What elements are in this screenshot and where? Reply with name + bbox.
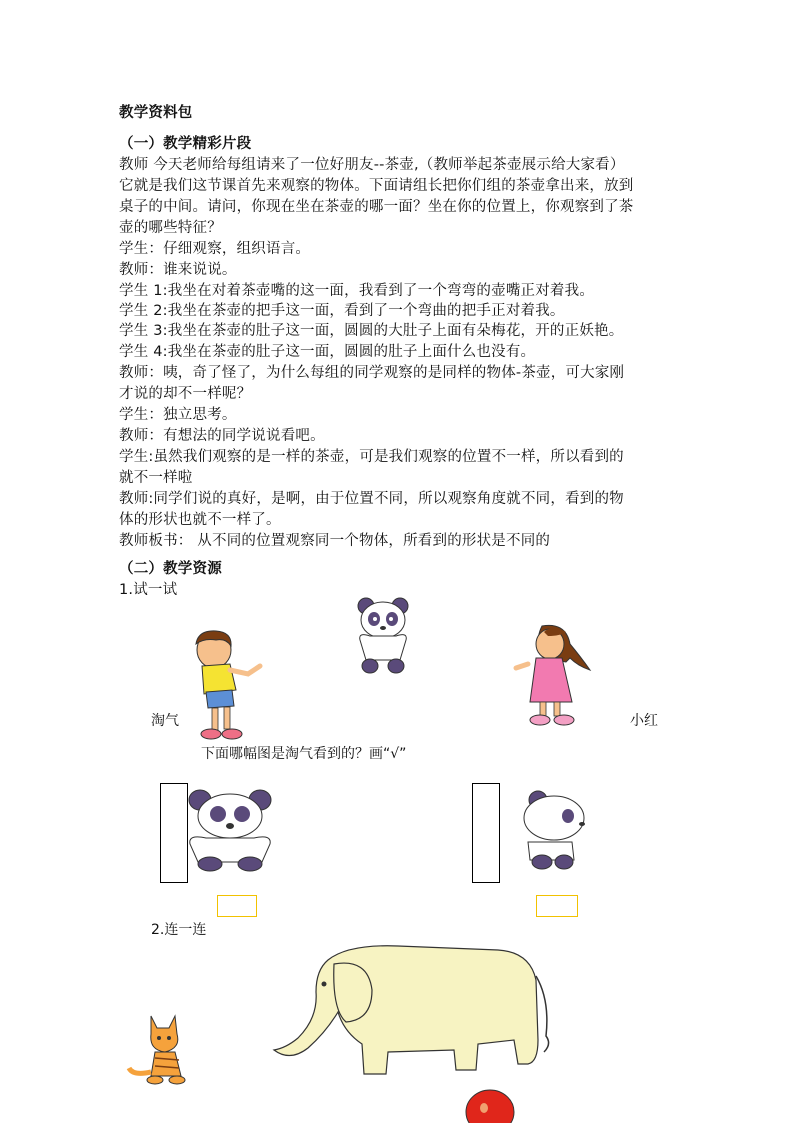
body-line: 教师板书： 从不同的位置观察同一个物体，所看到的形状是不同的 [119, 533, 551, 549]
option-2-frame [472, 783, 500, 883]
body-line: 教师：咦，奇了怪了，为什么每组的同学观察的是同样的物体-茶壶，可大家刚 [119, 365, 625, 381]
panda-side-view [514, 788, 594, 872]
label-taoqi: 淘气 [151, 713, 179, 729]
document-title: 教学资料包 [119, 105, 193, 121]
body-line: 学生：独立思考。 [119, 407, 237, 423]
cat-illustration [125, 1010, 205, 1090]
body-line: 就不一样啦 [119, 470, 193, 486]
elephant-illustration [268, 940, 558, 1090]
body-line: 学生 1:我坐在对着茶壶嘴的这一面，我看到了一个弯弯的壶嘴正对着我。 [119, 283, 595, 299]
panda-front-view [182, 786, 278, 872]
body-line: 学生 4:我坐在茶壶的肚子这一面，圆圆的肚子上面什么也没有。 [119, 344, 536, 360]
exercise-1-title: 1.试一试 [119, 582, 178, 598]
panda-illustration [350, 596, 418, 676]
body-line: 学生 3:我坐在茶壶的肚子这一面，圆圆的大肚子上面有朵梅花，开的正妖艳。 [119, 323, 624, 339]
body-line: 壶的哪些特征？ [119, 220, 222, 236]
body-line: 教师:同学们说的真好，是啊，由于位置不同，所以观察角度就不同，看到的物 [119, 491, 624, 507]
body-line: 学生 2:我坐在茶壶的把手这一面，看到了一个弯曲的把手正对着我。 [119, 303, 565, 319]
exercise-1-question: 下面哪幅图是淘气看到的？画“√” [201, 746, 407, 762]
answer-box-1[interactable] [217, 895, 257, 917]
body-line: 教师 今天老师给每组请来了一位好朋友--茶壶,（教师举起茶壶展示给大家看） [119, 157, 625, 173]
body-line: 体的形状也就不一样了。 [119, 512, 281, 528]
girl-illustration [508, 622, 600, 730]
label-xiaohong: 小红 [630, 713, 658, 729]
section-heading-2: （二）教学资源 [119, 561, 222, 577]
section-heading-1: （一）教学精彩片段 [119, 136, 252, 152]
body-line: 学生：仔细观察，组织语言。 [119, 241, 311, 257]
boy-illustration [186, 628, 268, 746]
body-line: 才说的却不一样呢？ [119, 386, 252, 402]
body-line: 桌子的中间。请问，你现在坐在茶壶的哪一面？坐在你的位置上，你观察到了茶 [119, 199, 634, 215]
exercise-2-title: 2.连一连 [151, 922, 207, 938]
body-line: 它就是我们这节课首先来观察的物体。下面请组长把你们组的茶壶拿出来，放到 [119, 178, 634, 194]
red-character-illustration [462, 1086, 518, 1123]
body-line: 教师：谁来说说。 [119, 262, 237, 278]
answer-box-2[interactable] [536, 895, 578, 917]
body-line: 教师：有想法的同学说说看吧。 [119, 428, 325, 444]
body-line: 学生:虽然我们观察的是一样的茶壶，可是我们观察的位置不一样，所以看到的 [119, 449, 624, 465]
